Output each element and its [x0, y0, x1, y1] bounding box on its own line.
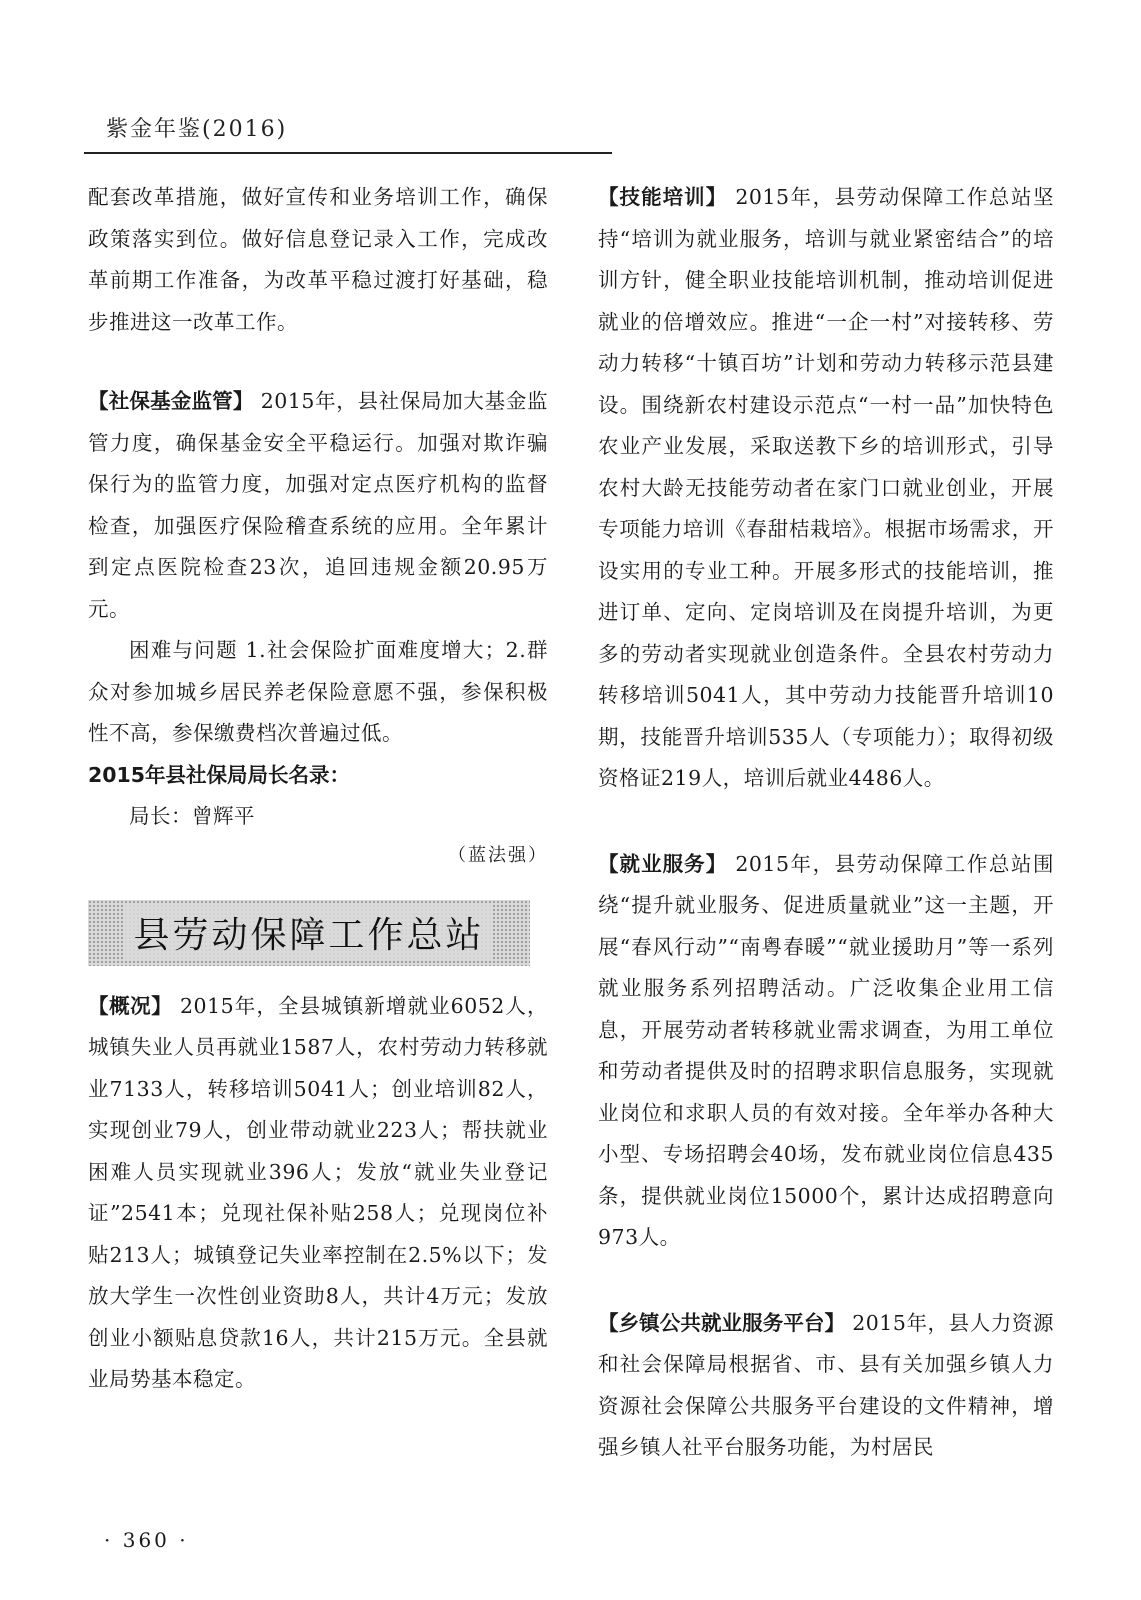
skills-training-text: 2015年，县劳动保障工作总站坚持“培训为就业服务，培训与就业紧密结合”的培训方针，健全职业技能培训机制，推动培训促进就业的倍增效应。推进“一企一村”对接转移、劳动力转移“十镇百坊”计划和劳动力转移示范县建设。围绕新农村建设示范点“一村一品”加快特色农业产业发展，采取送教下乡的培训形式，引导农村大龄无技能劳动者在家门口就业创业，开展专项能力培训《春甜桔栽培》。根据市场需求，开设实用的专业工种。开展多形式的技能培训，推进订单、定向、定岗培训及在岗提升培训，为更多的劳动者实现就业创造条件。全县农村劳动力转移培训5041人，其中劳动力技能晋升培训10期，技能晋升培训535人（专项能力）；取得初级资格证219人，培训后就业4486人。: [598, 185, 1055, 790]
employment-services-text: 2015年，县劳动保障工作总站围绕“提升就业服务、促进质量就业”这一主题，开展“春风行动”“南粤春暖”“就业援助月”等一系列就业服务系列招聘活动。广泛收集企业用工信息，开展劳动者转移就业需求调查，为用工单位和劳动者提供及时的招聘求职信息服务，实现就业岗位和求职人员的有效对接。全年举办各种大小型、专场招聘会40场，发布就业岗位信息435条，提供就业岗位15000个，累计达成招聘意向973人。: [598, 851, 1055, 1249]
township-platform-text: 2015年，县人力资源和社会保障局根据省、市、县有关加强乡镇人力资源社会保障公共服务平台建设的文件精神，增强乡镇人社平台服务功能，为村居民: [598, 1310, 1055, 1459]
overview-paragraph: [88, 986, 548, 1401]
difficulties-paragraph: 困难与问题 1.社会保险扩面难度增大；2.群众对参加城乡居民养老保险意愿不强，参保积极性不高，参保缴费档次普遍过低。: [88, 638, 548, 745]
township-platform-paragraph: [598, 1303, 1054, 1469]
fund-supervision-text: 2015年，县社保局加大基金监管力度，确保基金安全平稳运行。加强对欺诈骗保行为的监管力度，加强对定点医疗机构的监督检查，加强医疗保险稽查系统的应用。全年累计到定点医院检查23次，追回违规金额20.95万元。: [88, 389, 549, 621]
running-header: 紫金年鉴(2016): [106, 117, 288, 142]
page-number: · 360 ·: [104, 1528, 189, 1552]
overview-heading: 【概况】: [88, 993, 173, 1018]
director-list-title: 2015年县社保局局长名录：: [88, 762, 351, 787]
employment-services-heading: 【就业服务】: [598, 851, 728, 876]
fund-supervision-paragraph: [88, 381, 548, 630]
left-column: [88, 177, 548, 1401]
overview-text: 2015年，全县城镇新增就业6052人，城镇失业人员再就业1587人，农村劳动力转移就业7133人，转移培训5041人；创业培训82人，实现创业79人，创业带动就业223人；帮扶就业困难人员实现就业396人；发放“就业失业登记证”2541本；兑现社保补贴258人；兑现岗位补贴213人；城镇登记失业率控制在2.5%以下；发放大学生一次性创业资助8人，共计4万元；发放创业小额贴息贷款16人，共计215万元。全县就业局势基本稳定。: [88, 993, 549, 1391]
intro-paragraph: 配套改革措施，做好宣传和业务培训工作，确保政策落实到位。做好信息登记录入工作，完成改革前期工作准备，为改革平稳过渡打好基础，稳步推进这一改革工作。: [88, 185, 548, 334]
skills-training-heading: 【技能培训】: [598, 185, 728, 209]
employment-services-paragraph: [598, 844, 1054, 1259]
skills-training-paragraph: [598, 177, 1054, 800]
header-rule: [84, 152, 612, 154]
section-title-banner: [88, 900, 530, 966]
director-entry: 局长：曾辉平: [129, 804, 255, 828]
township-platform-heading: 【乡镇公共就业服务平台】: [598, 1310, 846, 1335]
fund-supervision-heading: 【社保基金监管】: [88, 389, 254, 413]
author-credit: （蓝法强）: [448, 844, 548, 866]
section-title: 县劳动保障工作总站: [125, 905, 492, 960]
right-column: [598, 177, 1054, 1469]
